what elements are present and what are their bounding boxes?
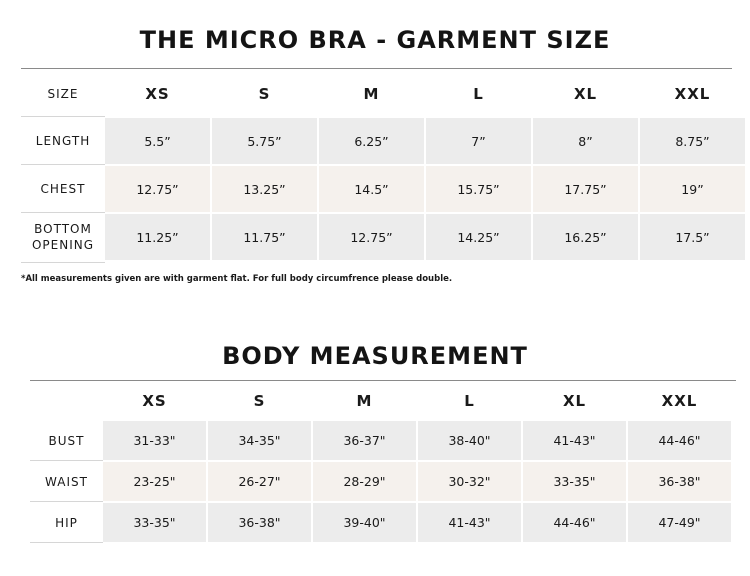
size-column-header: XS	[142, 392, 167, 410]
measurement-cell: 14.5”	[319, 166, 424, 212]
size-column-header: L	[473, 85, 484, 103]
size-column-header: XXL	[674, 85, 711, 103]
measurement-cell: 11.75”	[212, 214, 317, 260]
size-column-header: XXL	[661, 392, 698, 410]
measurement-cell: 36-37"	[313, 421, 416, 460]
measurement-cell: 44-46"	[523, 503, 626, 542]
row-divider	[30, 460, 103, 461]
body-measurement-title: BODY MEASUREMENT	[222, 342, 528, 370]
measurement-cell: 12.75”	[319, 214, 424, 260]
size-column-header: M	[356, 392, 373, 410]
measurement-cell: 36-38"	[208, 503, 311, 542]
row-label: BOTTOM OPENING	[31, 222, 95, 252]
row-divider	[30, 542, 103, 543]
measurement-cell: 16.25”	[533, 214, 638, 260]
size-column-header: S	[258, 85, 271, 103]
measurement-cell: 6.25”	[319, 118, 424, 164]
garment-footnote: *All measurements given are with garment flat. For full body circumfrence please double.	[21, 274, 453, 284]
measurement-cell: 36-38"	[628, 462, 731, 501]
measurement-cell: 8”	[533, 118, 638, 164]
measurement-cell: 33-35"	[523, 462, 626, 501]
measurement-cell: 34-35"	[208, 421, 311, 460]
measurement-cell: 30-32"	[418, 462, 521, 501]
row-label: LENGTH	[35, 134, 91, 148]
measurement-cell: 47-49"	[628, 503, 731, 542]
measurement-cell: 5.75”	[212, 118, 317, 164]
measurement-cell: 33-35"	[103, 503, 206, 542]
size-column-header: XS	[145, 85, 170, 103]
measurement-cell: 15.75”	[426, 166, 531, 212]
garment-title-divider	[21, 68, 732, 69]
row-divider	[21, 164, 105, 165]
size-header-label: SIZE	[47, 87, 79, 101]
row-divider	[30, 501, 103, 502]
measurement-cell: 7”	[426, 118, 531, 164]
measurement-cell: 31-33"	[103, 421, 206, 460]
measurement-cell: 13.25”	[212, 166, 317, 212]
row-label: CHEST	[40, 182, 86, 196]
size-column-header: S	[253, 392, 266, 410]
size-column-header: XL	[573, 85, 598, 103]
garment-size-title: THE MICRO BRA - GARMENT SIZE	[139, 26, 611, 54]
measurement-cell: 44-46"	[628, 421, 731, 460]
row-label: HIP	[55, 515, 78, 530]
measurement-cell: 28-29"	[313, 462, 416, 501]
measurement-cell: 11.25”	[105, 214, 210, 260]
row-divider	[21, 116, 105, 117]
size-column-header: M	[363, 85, 380, 103]
measurement-cell: 19”	[640, 166, 745, 212]
measurement-cell: 17.75”	[533, 166, 638, 212]
measurement-cell: 39-40"	[313, 503, 416, 542]
measurement-cell: 26-27"	[208, 462, 311, 501]
measurement-cell: 8.75”	[640, 118, 745, 164]
measurement-cell: 17.5”	[640, 214, 745, 260]
row-divider	[21, 262, 105, 263]
measurement-cell: 41-43"	[418, 503, 521, 542]
measurement-cell: 12.75”	[105, 166, 210, 212]
body-title-divider	[30, 380, 736, 381]
measurement-cell: 23-25"	[103, 462, 206, 501]
measurement-cell: 5.5”	[105, 118, 210, 164]
row-divider	[21, 212, 105, 213]
size-column-header: XL	[562, 392, 587, 410]
size-column-header: L	[464, 392, 475, 410]
measurement-cell: 14.25”	[426, 214, 531, 260]
row-label: BUST	[48, 433, 85, 448]
measurement-cell: 41-43"	[523, 421, 626, 460]
row-label: WAIST	[45, 474, 88, 489]
measurement-cell: 38-40"	[418, 421, 521, 460]
